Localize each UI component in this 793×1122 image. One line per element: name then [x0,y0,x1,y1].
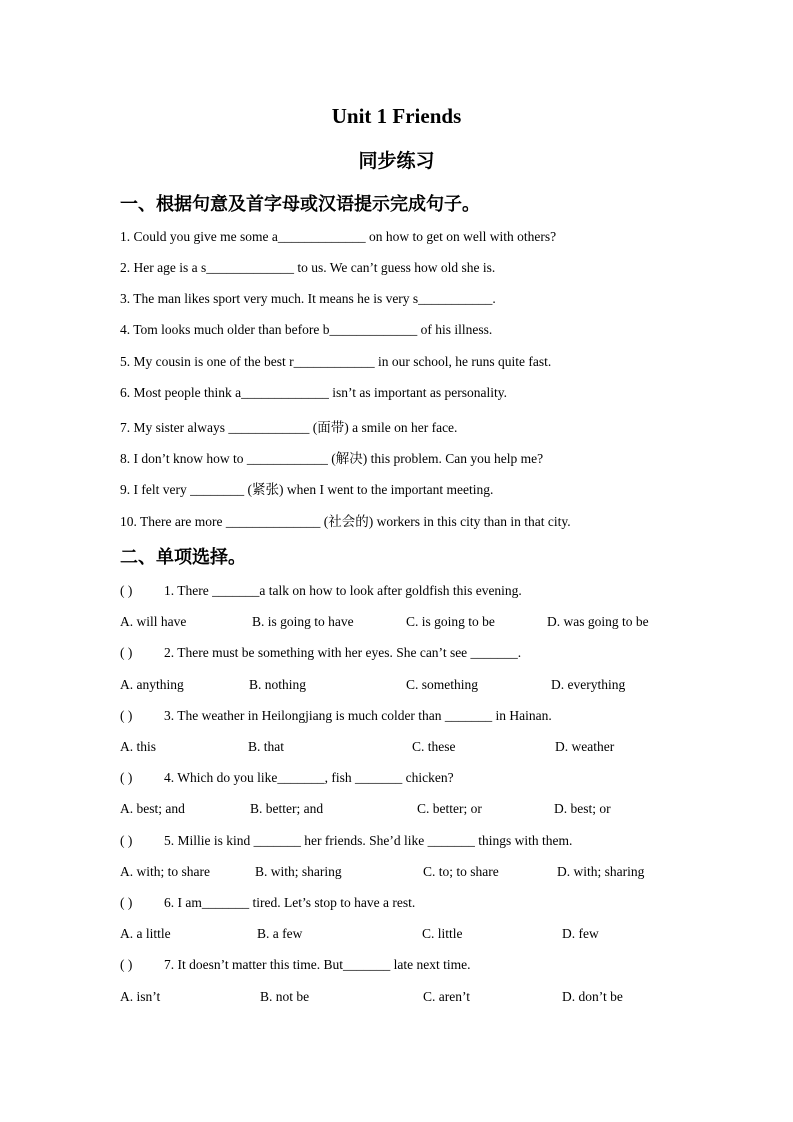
question-row [120,708,552,724]
fill-item: 8. I don’t know how to ____________ (解决) this problem. Can you help me? [120,451,544,466]
question-row [120,583,522,599]
question-row [120,957,470,973]
answer-bracket[interactable]: ( ) [120,833,133,848]
page-subtitle: 同步练习 [358,150,435,172]
option-c: C. little [422,926,463,941]
question-text: 2. There must be something with her eyes. She can’t see _______. [164,645,522,660]
option-a: A. with; to share [120,864,210,879]
fill-item: 6. Most people think a_____________ isn’t as important as personality. [120,385,507,400]
question-text: 4. Which do you like_______, fish _______ chicken? [164,770,454,785]
answer-bracket[interactable]: ( ) [120,770,133,785]
option-a: A. isn’t [120,989,161,1004]
question-row [120,895,415,911]
option-b: B. nothing [249,677,307,692]
option-b: B. is going to have [252,614,354,629]
question-text: 3. The weather in Heilongjiang is much colder than _______ in Hainan. [164,708,552,723]
question-text: 5. Millie is kind _______ her friends. She’d like _______ things with them. [164,833,573,848]
option-c: C. is going to be [406,614,495,629]
option-a: A. anything [120,677,184,692]
fill-item: 9. I felt very ________ (紧张) when I went to the important meeting. [120,482,494,497]
option-d: D. don’t be [562,989,623,1004]
option-c: C. aren’t [423,989,470,1004]
option-b: B. a few [257,926,303,941]
answer-bracket[interactable]: ( ) [120,708,133,723]
option-d: D. best; or [554,801,611,816]
question-row [120,645,521,661]
option-a: A. will have [120,614,187,629]
option-b: B. better; and [250,801,324,816]
option-d: D. was going to be [547,614,649,629]
question-row [120,833,572,849]
option-d: D. with; sharing [557,864,645,879]
fill-item: 4. Tom looks much older than before b_____________ of his illness. [120,322,493,337]
page-title: Unit 1 Friends [331,104,462,128]
fill-item: 5. My cousin is one of the best r____________ in our school, he runs quite fast. [120,354,552,369]
fill-item: 3. The man likes sport very much. It means he is very s___________. [120,291,496,306]
option-d: D. few [562,926,599,941]
fill-item: 10. There are more ______________ (社会的) workers in this city than in that city. [120,514,571,529]
option-a: A. a little [120,926,171,941]
question-text: 1. There _______a talk on how to look after goldfish this evening. [164,583,522,598]
option-c: C. to; to share [423,864,499,879]
section2-heading: 二、单项选择。 [120,547,246,568]
answer-bracket[interactable]: ( ) [120,645,133,660]
question-row [120,770,454,786]
fill-item: 2. Her age is a s_____________ to us. We can’t guess how old she is. [120,260,496,275]
question-text: 7. It doesn’t matter this time. But_______ late next time. [164,957,471,972]
option-b: B. that [248,739,284,754]
fill-item: 7. My sister always ____________ (面带) a smile on her face. [120,420,458,435]
option-c: C. better; or [417,801,482,816]
option-a: A. best; and [120,801,185,816]
option-c: C. something [406,677,479,692]
answer-bracket[interactable]: ( ) [120,895,133,910]
section1-heading: 一、根据句意及首字母或汉语提示完成句子。 [120,194,480,215]
option-b: B. not be [260,989,310,1004]
answer-bracket[interactable]: ( ) [120,957,133,972]
option-d: D. weather [555,739,615,754]
option-a: A. this [120,739,157,754]
option-b: B. with; sharing [255,864,342,879]
fill-item: 1. Could you give me some a_____________ on how to get on well with others? [120,229,557,244]
answer-bracket[interactable]: ( ) [120,583,133,598]
option-d: D. everything [551,677,626,692]
option-c: C. these [412,739,456,754]
question-text: 6. I am_______ tired. Let’s stop to have a rest. [164,895,416,910]
